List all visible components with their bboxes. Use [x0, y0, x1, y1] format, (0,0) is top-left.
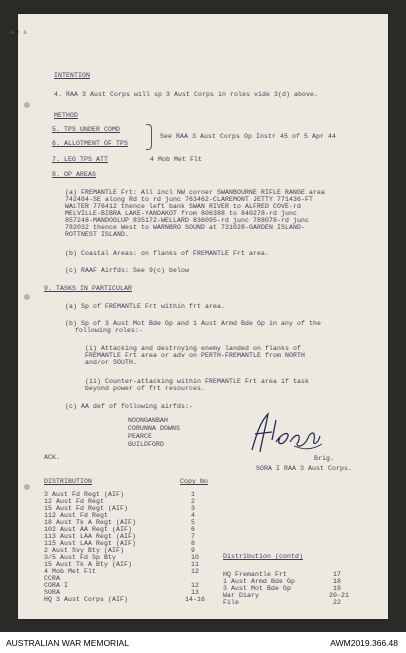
margin-marks: -8 : &: [8, 30, 27, 36]
task-b-i-line: (i) Attacking and destroying enemy landed on flanks of: [85, 345, 302, 352]
task-b-ii-line: beyond power of frt resources.: [85, 385, 206, 392]
distribution-copy: 12: [191, 568, 200, 575]
distribution-copy: 9: [191, 547, 196, 554]
airfield-item: PEARCE: [128, 433, 153, 440]
signature-block: SORA I RAA 3 Aust Corps.: [256, 465, 353, 472]
para-a-line: 857248-MANDOGLUP 835172-WELLARD 836095-rd junc 788078-rd junc: [65, 217, 310, 224]
ack-label: ACK.: [44, 454, 61, 461]
airfield-item: NOONGANBAH: [128, 417, 169, 424]
distribution-copy: 20-21: [329, 592, 350, 599]
distribution-unit: HQ Fremantle Frt: [223, 571, 288, 578]
distribution-copy: 5: [191, 519, 196, 526]
distribution-unit: 3 Aust Mot Bde Gp: [223, 585, 292, 592]
airfield-item: CORUNNA DOWNS: [128, 425, 181, 432]
distribution-unit: 18 Aust Tk A Regt (AIF): [44, 519, 137, 526]
distribution-copy: 7: [191, 533, 196, 540]
item-9-heading: 9. TASKS IN PARTICULAR: [44, 285, 133, 292]
footer-accession-number: AWM2019.366.48: [330, 638, 398, 648]
distribution-unit: 15 Aust Tk A Bty (AIF): [44, 561, 133, 568]
task-b-i-line: and/or SOUTH.: [85, 359, 138, 366]
distribution-copy: 13: [191, 589, 200, 596]
distribution-unit: 4 Mob Met Flt: [44, 568, 97, 575]
distribution-unit: 112 Aust Fd Regt: [44, 512, 109, 519]
distribution-copy: 6: [191, 526, 196, 533]
para-a-line: (a) FREMANTLE Frt: All incl NW corner SWANBOURNE RIFLE RANGE area: [65, 189, 326, 196]
item-7-heading: 7. LEG TPS ATT: [52, 156, 109, 163]
distribution-copy: 4: [191, 512, 196, 519]
distribution-unit: War Diary: [223, 592, 260, 599]
distribution-unit: 2 Aust Svy Bty (AIF): [44, 547, 125, 554]
distribution-copy: 1: [191, 491, 196, 498]
para-a-line: 742484-SE along Rd to rd junc 763462-CLAREMONT JETTY 771436-FT: [65, 196, 314, 203]
distribution-copy: 19: [333, 585, 342, 592]
airfield-item: GUILDFORD: [128, 441, 165, 448]
distribution-unit: 115 Aust LAA Regt (AIF): [44, 540, 137, 547]
item-6-heading: 6. ALLOTMENT OF TPS: [52, 140, 129, 147]
item-5-6-reference: See RAA 3 Aust Corps Op Instr 45 of 5 Apr 44: [160, 133, 337, 140]
distribution-unit: 3/5 Aust Fd Sp Bty: [44, 554, 117, 561]
intention-heading: INTENTION: [54, 72, 91, 79]
handwritten-signature: [246, 406, 324, 458]
distribution-unit: CCRA: [44, 575, 61, 582]
distribution-contd-heading: Distribution (contd): [223, 553, 304, 560]
distribution-unit: 12 Aust Fd Regt: [44, 498, 105, 505]
distribution-copy: 11: [191, 561, 200, 568]
distribution-copy: 8: [191, 540, 196, 547]
distribution-copy: 2: [191, 498, 196, 505]
signature-rank: Brig.: [314, 455, 335, 462]
distribution-copy: 12: [191, 582, 200, 589]
distribution-unit: SORA: [44, 589, 61, 596]
distribution-unit: HQ 3 Aust Corps (AIF): [44, 596, 129, 603]
para-a-line: MELVILLE-BIBRA LAKE-YANDAKOT from 806388 to 840278-rd junc: [65, 210, 298, 217]
intention-item: 4. RAA 3 Aust Corps will sp 3 Aust Corps in roles vide 3(d) above.: [54, 91, 319, 98]
para-a-line: ROTTNEST ISLAND.: [65, 231, 130, 238]
document-page: [8, 14, 388, 619]
para-b: (b) Coastal Areas: on flanks of FREMANTLE Frt area.: [65, 250, 270, 257]
method-heading: METHOD: [54, 112, 79, 119]
item-7-value: 4 Mob Met Flt: [150, 156, 203, 163]
task-a: (a) Sp of FREMANTLE Frt within frt area.: [65, 303, 226, 310]
distribution-unit: 113 Aust LAA Regt (AIF): [44, 533, 137, 540]
distribution-unit: File: [223, 599, 240, 606]
para-a-line: WALTER 776412 thence left bank SWAN RIVER to ALFRED COVE-rd: [65, 203, 302, 210]
item-5-heading: 5. TPS UNDER COMD: [52, 126, 121, 133]
task-b-line: (b) Sp of 3 Aust Mot Bde Gp and 1 Aust Armd Bde Gp in any of the: [65, 320, 322, 327]
task-c: (c) AA def of following airfds:-: [65, 403, 194, 410]
task-b-line: following roles:-: [75, 327, 144, 334]
task-b-i-line: FREMANTLE Frt area or adv on PERTH-FREMANTLE from NORTH: [85, 352, 306, 359]
distribution-unit: 1 Aust Armd Bde Gp: [223, 578, 296, 585]
item-8-heading: 8. OP AREAS: [52, 171, 97, 178]
distribution-unit: 15 Aust Fd Regt (AIF): [44, 505, 129, 512]
para-c: (c) RAAF Airfds: See 9(c) below: [65, 267, 190, 274]
punch-hole: [24, 102, 30, 108]
distribution-copy: 17: [333, 571, 342, 578]
distribution-unit: 102 Aust AA Regt (AIF): [44, 526, 133, 533]
distribution-unit: CORA I: [44, 582, 69, 589]
distribution-copy: 18: [333, 578, 342, 585]
distribution-heading: DISTRIBUTION: [44, 478, 93, 485]
punch-hole: [24, 294, 30, 300]
distribution-copy: 10: [191, 554, 200, 561]
copy-no-heading: Copy No: [180, 478, 209, 485]
distribution-copy: 22: [333, 599, 342, 606]
footer-institution: AUSTRALIAN WAR MEMORIAL: [6, 638, 129, 648]
distribution-copy: 14-16: [185, 596, 206, 603]
task-b-ii-line: (ii) Counter-attacking within FREMANTLE Frt area if task: [85, 378, 310, 385]
archive-footer: [0, 632, 406, 653]
punch-hole: [24, 484, 30, 490]
para-a-line: 782032 thence West to WARNBRO SOUND at 731028-GARDEN ISLAND-: [65, 224, 306, 231]
brace: [146, 124, 152, 150]
distribution-copy: 3: [191, 505, 196, 512]
distribution-unit: 3 Aust Fd Regt (AIF): [44, 491, 125, 498]
